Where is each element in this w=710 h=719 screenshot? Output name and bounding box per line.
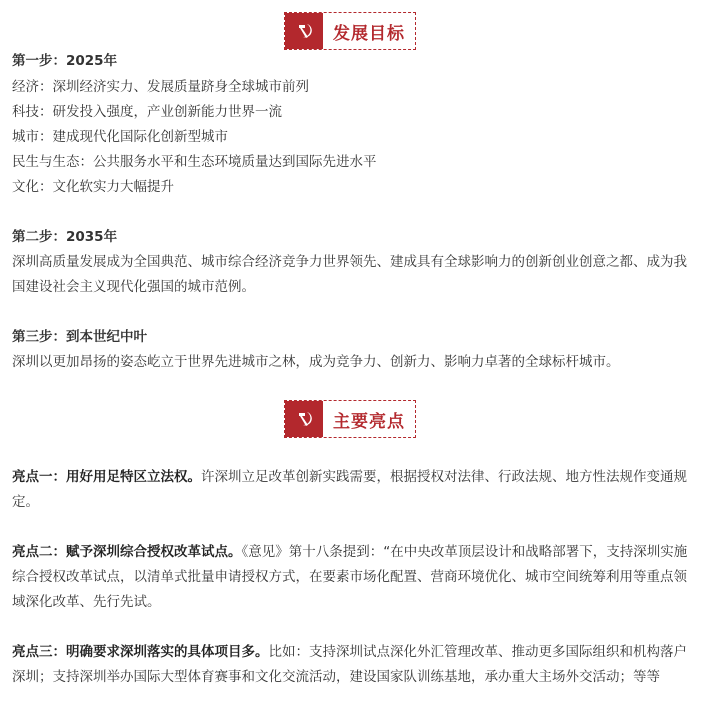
section-title: 发展目标: [333, 23, 405, 44]
highlight-text: 《意见》第十八条提到：“在中央改革顶层设计和战略部署下，支持深圳实施综合授权改革试点，以清单式批量申请授权方式，在要素市场化配置、营商环境优化、城市空间统筹利用等重点领域深化改革、先行先试。: [12, 544, 688, 610]
section-heading-highlights: [284, 400, 416, 438]
highlight-item: [12, 540, 698, 615]
step1-line: 民生与生态：公共服务水平和生态环境质量达到国际先进水平: [12, 154, 377, 170]
highlight-lead: 亮点二：赋予深圳综合授权改革试点。: [12, 544, 242, 560]
hammer-sickle-icon: [285, 13, 323, 49]
step1-title: 第一步：2025年: [12, 53, 118, 69]
step1-line: 经济：深圳经济实力、发展质量跻身全球城市前列: [12, 79, 309, 95]
section-heading-goals: [284, 12, 416, 50]
step1-line: 文化：文化软实力大幅提升: [12, 179, 174, 195]
section-title: 主要亮点: [333, 411, 405, 432]
highlight-item: [12, 640, 698, 690]
highlight-lead: 亮点一：用好用足特区立法权。: [12, 469, 201, 485]
step2-title: 第二步：2035年: [12, 229, 118, 245]
highlight-text: 许深圳立足改革创新实践需要，根据授权对法律、行政法规、地方性法规作变通规定。: [12, 469, 687, 510]
step3-title: 第三步：到本世纪中叶: [12, 329, 147, 345]
highlight-item: [12, 465, 698, 515]
highlight-text: 比如：支持深圳试点深化外汇管理改革、推动更多国际组织和机构落户深圳；支持深圳举办国际大型体育赛事和文化交流活动，建设国家队训练基地，承办重大主场外交活动；等等: [12, 644, 687, 685]
step1-line: 城市：建成现代化国际化创新型城市: [12, 129, 228, 145]
highlight-lead: 亮点三：明确要求深圳落实的具体项目多。: [12, 644, 269, 660]
step2-text: 深圳高质量发展成为全国典范、城市综合经济竞争力世界领先、建成具有全球影响力的创新创业创意之都、成为我国建设社会主义现代化强国的城市范例。: [12, 254, 687, 295]
step1-line: 科技：研发投入强度，产业创新能力世界一流: [12, 104, 282, 120]
step3-text: 深圳以更加昂扬的姿态屹立于世界先进城市之林，成为竞争力、创新力、影响力卓著的全球标杆城市。: [12, 354, 620, 370]
hammer-sickle-icon: [285, 401, 323, 437]
